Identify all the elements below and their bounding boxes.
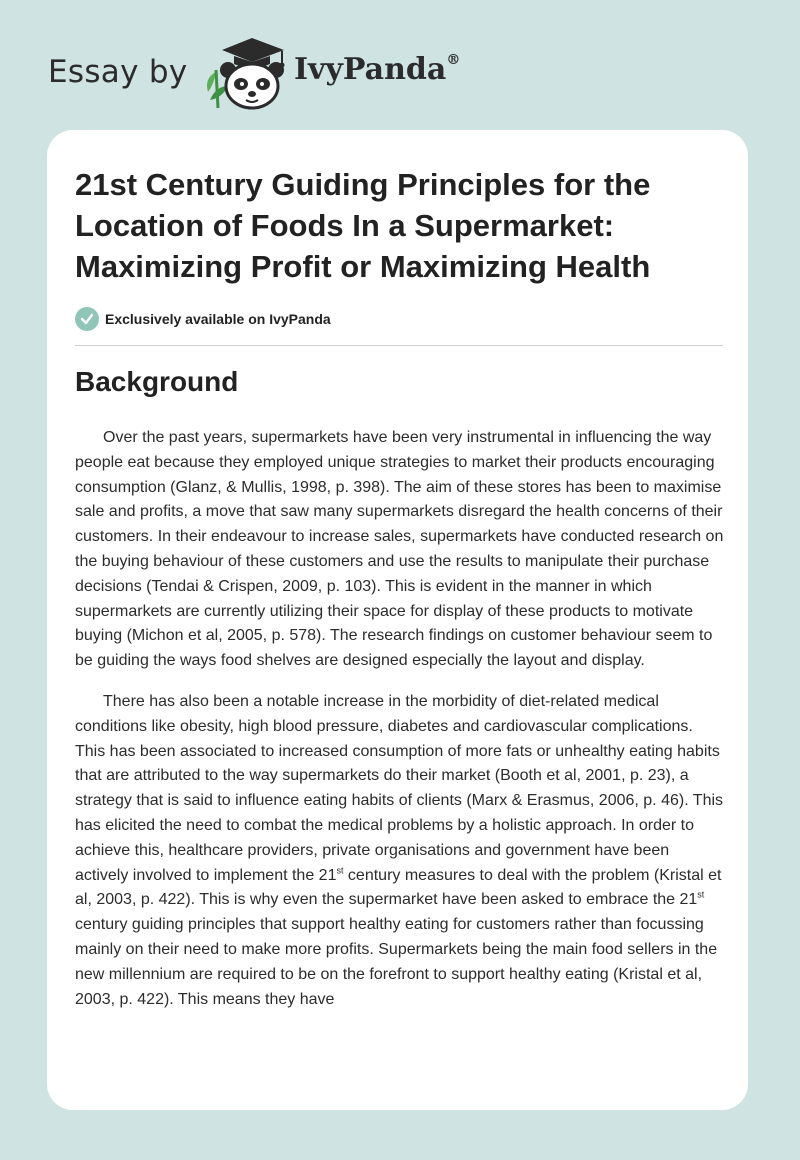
paragraph: Over the past years, supermarkets have been very instrumental in influencing the way people eat because they employed unique strategies to market their products encouraging consumption (Glanz, & Mullis, 1998, p. 398). The aim of these stores has been to maximise sale and profits, a move that saw many supermarkets disregard the health concerns of their customers. In their endeavour to increase sales, supermarkets have conducted research on the buying behaviour of these customers and use the results to manipulate their purchase decisions (Tendai & Crispen, 2009, p. 103). This is evident in the manner in which supermarkets are currently utilizing their space for display of these products to motivate buying (Michon et al, 2005, p. 578). The research findings on customer behaviour seem to be guiding the ways food shelves are designed especially the layout and display. <box>75 429 724 670</box>
check-icon <box>75 307 99 331</box>
page-title: 21st Century Guiding Principles for the Location of Foods In a Supermarket: Maximizing Profit or Maximizing Health <box>75 167 651 284</box>
section-title: Background <box>75 366 239 397</box>
exclusive-badge-label: Exclusively available on IvyPanda <box>105 311 331 327</box>
site-header <box>48 32 548 112</box>
exclusive-badge <box>75 306 331 332</box>
essay-card <box>47 130 748 1110</box>
paragraph: There has also been a notable increase in the morbidity of diet-related medical conditions like obesity, high blood pressure, diabetes and cardiovascular complications. This has been associated to increased consumption of more fats or unhealthy eating habits that are attributed to the way supermarkets do their market (Booth et al, 2001, p. 23), a strategy that is said to influence eating habits of clients (Marx & Erasmus, 2006, p. 46). This has elicited the need to combat the medical problems by a holistic approach. In order to achieve this, healthcare providers, private organisations and government have been actively involved to implement the 21st century measures to deal with the problem (Kristal et al, 2003, p. 422). This is why even the supermarket have been asked to embrace the 21st century guiding principles that support healthy eating for customers rather than focussing mainly on their need to make more profits. Supermarkets being the main food sellers in the new millennium are required to be on the forefront to support healthy eating (Kristal et al, 2003, p. 422). This means they have <box>75 692 724 1008</box>
brand-name[interactable]: IvyPanda® <box>294 52 461 87</box>
essay-body <box>75 426 724 1028</box>
panda-logo-icon[interactable] <box>204 34 290 110</box>
divider <box>75 345 723 346</box>
essay-by-label: Essay by <box>48 54 188 90</box>
